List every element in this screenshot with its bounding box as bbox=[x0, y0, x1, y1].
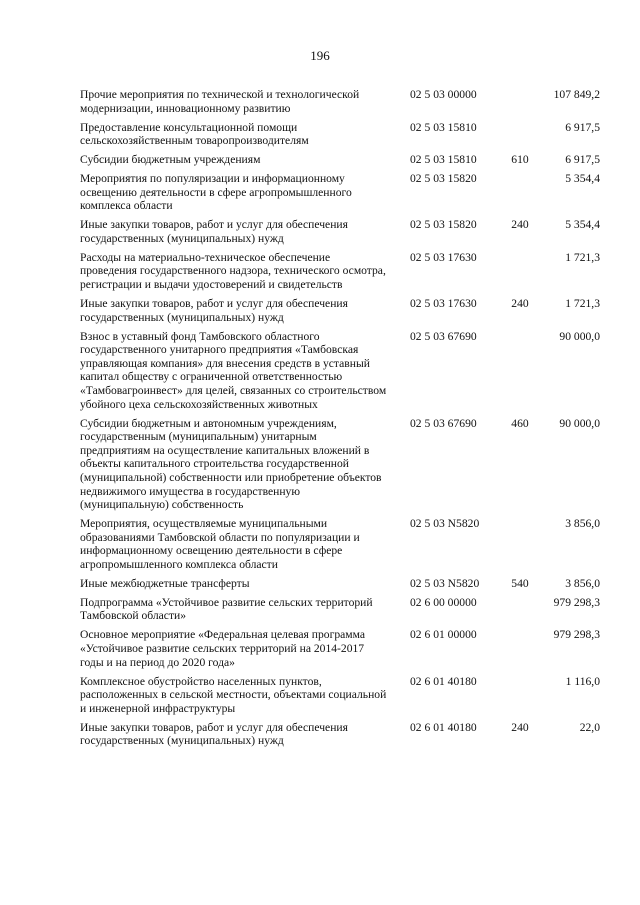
row-expense-type: 610 bbox=[511, 153, 529, 167]
row-expense-type bbox=[500, 121, 540, 148]
table-row bbox=[80, 675, 600, 716]
row-code: 02 6 00 00000 bbox=[410, 595, 477, 609]
row-expense-type bbox=[500, 596, 540, 623]
row-description: Мероприятия по популяризации и информационному освещению деятельности в сфере агропромышленного комплекса области bbox=[80, 172, 352, 213]
row-expense-type bbox=[500, 517, 540, 571]
row-description: Субсидии бюджетным учреждениям bbox=[80, 153, 261, 167]
page-number: 196 bbox=[310, 48, 330, 63]
budget-table bbox=[80, 88, 600, 753]
row-expense-type bbox=[500, 172, 540, 213]
row-expense-type bbox=[500, 88, 540, 115]
row-amount: 3 856,0 bbox=[565, 517, 600, 531]
row-amount: 5 354,4 bbox=[565, 172, 600, 186]
row-description: Иные закупки товаров, работ и услуг для обеспечения государственных (муниципальных) нужд bbox=[80, 720, 348, 748]
table-row bbox=[80, 721, 600, 748]
row-description: Основное мероприятие «Федеральная целевая программа «Устойчивое развитие сельских территорий на 2014-2017 годы и на период до 2020 года» bbox=[80, 628, 366, 669]
table-row bbox=[80, 218, 600, 245]
table-row bbox=[80, 596, 600, 623]
table-row bbox=[80, 417, 600, 512]
row-description: Расходы на материально-техническое обеспечение проведения государственного надзора, технического осмотра, регистрации и выдачи удостоверений и свидетельств bbox=[80, 250, 386, 292]
row-description: Комплексное обустройство населенных пунктов, расположенных в сельской местности, объектами социальной и инженерной инфраструктуры bbox=[80, 674, 387, 715]
row-amount: 1 116,0 bbox=[565, 674, 600, 688]
row-expense-type bbox=[500, 628, 540, 669]
row-amount: 979 298,3 bbox=[553, 595, 600, 609]
row-description: Подпрограмма «Устойчивое развитие сельских территорий Тамбовской области» bbox=[80, 595, 373, 623]
row-amount: 979 298,3 bbox=[553, 628, 600, 642]
row-description: Предоставление консультационной помощи сельскохозяйственным товаропроизводителям bbox=[80, 120, 309, 148]
row-description: Прочие мероприятия по технической и технологической модернизации, инновационному развитию bbox=[80, 88, 360, 115]
row-amount: 22,0 bbox=[579, 720, 600, 734]
row-expense-type bbox=[500, 330, 540, 412]
row-code: 02 6 01 00000 bbox=[410, 628, 477, 642]
row-code: 02 5 03 15810 bbox=[410, 120, 477, 134]
row-amount: 90 000,0 bbox=[559, 416, 600, 430]
row-expense-type: 240 bbox=[511, 720, 529, 734]
row-description: Иные межбюджетные трансферты bbox=[80, 576, 250, 590]
row-expense-type bbox=[500, 675, 540, 716]
row-description: Иные закупки товаров, работ и услуг для обеспечения государственных (муниципальных) нужд bbox=[80, 218, 348, 245]
row-amount: 3 856,0 bbox=[565, 576, 600, 590]
row-code: 02 5 03 N5820 bbox=[410, 517, 480, 531]
row-code: 02 5 03 15820 bbox=[410, 172, 477, 186]
row-expense-type: 540 bbox=[511, 576, 529, 590]
row-amount: 107 849,2 bbox=[553, 88, 600, 101]
row-code: 02 5 03 67690 bbox=[410, 416, 477, 430]
row-code: 02 5 03 00000 bbox=[410, 88, 477, 101]
row-description: Взнос в уставный фонд Тамбовского областного государственного унитарного предприятия «Тамбовская управляющая компания» для внесения средств в уставный капитал обществу с ограниченной ответственностью «Тамбовагроинвест» для целей, связанных со строительством убойного цеха сельскохозяйственных животных bbox=[80, 329, 387, 411]
table-row bbox=[80, 297, 600, 324]
row-description: Мероприятия, осуществляемые муниципальными образованиями Тамбовской области по популяризации и информационному освещению деятельности в сфере агропромышленного комплекса области bbox=[80, 517, 360, 571]
table-row bbox=[80, 251, 600, 292]
row-code: 02 5 03 67690 bbox=[410, 329, 477, 343]
row-amount: 5 354,4 bbox=[565, 218, 600, 232]
row-code: 02 5 03 N5820 bbox=[410, 576, 480, 590]
row-code: 02 5 03 15810 bbox=[410, 153, 477, 167]
row-expense-type: 240 bbox=[511, 218, 529, 232]
row-expense-type: 240 bbox=[511, 297, 529, 311]
row-code: 02 6 01 40180 bbox=[410, 674, 477, 688]
table-row bbox=[80, 88, 600, 115]
row-expense-type: 460 bbox=[511, 416, 529, 430]
row-description: Субсидии бюджетным и автономным учреждениям, государственным (муниципальным) унитарным предприятиям на осуществление капитальных вложений в объекты капитального строительства государственной (муниципальной) собственности или приобретение объектов недвижимого имущества в государственную (муниципальную) собственность bbox=[80, 416, 382, 512]
row-amount: 6 917,5 bbox=[565, 120, 600, 134]
row-code: 02 6 01 40180 bbox=[410, 720, 477, 734]
table-row bbox=[80, 628, 600, 669]
row-amount: 1 721,3 bbox=[565, 250, 600, 264]
row-amount: 6 917,5 bbox=[565, 153, 600, 167]
row-expense-type bbox=[500, 251, 540, 292]
table-row bbox=[80, 517, 600, 571]
row-description: Иные закупки товаров, работ и услуг для обеспечения государственных (муниципальных) нужд bbox=[80, 297, 348, 324]
table-row bbox=[80, 330, 600, 412]
row-code: 02 5 03 17630 bbox=[410, 250, 477, 264]
row-amount: 1 721,3 bbox=[565, 297, 600, 311]
table-row bbox=[80, 153, 600, 167]
row-code: 02 5 03 17630 bbox=[410, 297, 477, 311]
table-row bbox=[80, 121, 600, 148]
table-row bbox=[80, 172, 600, 213]
table-row bbox=[80, 577, 600, 591]
row-code: 02 5 03 15820 bbox=[410, 218, 477, 232]
row-amount: 90 000,0 bbox=[559, 329, 600, 343]
